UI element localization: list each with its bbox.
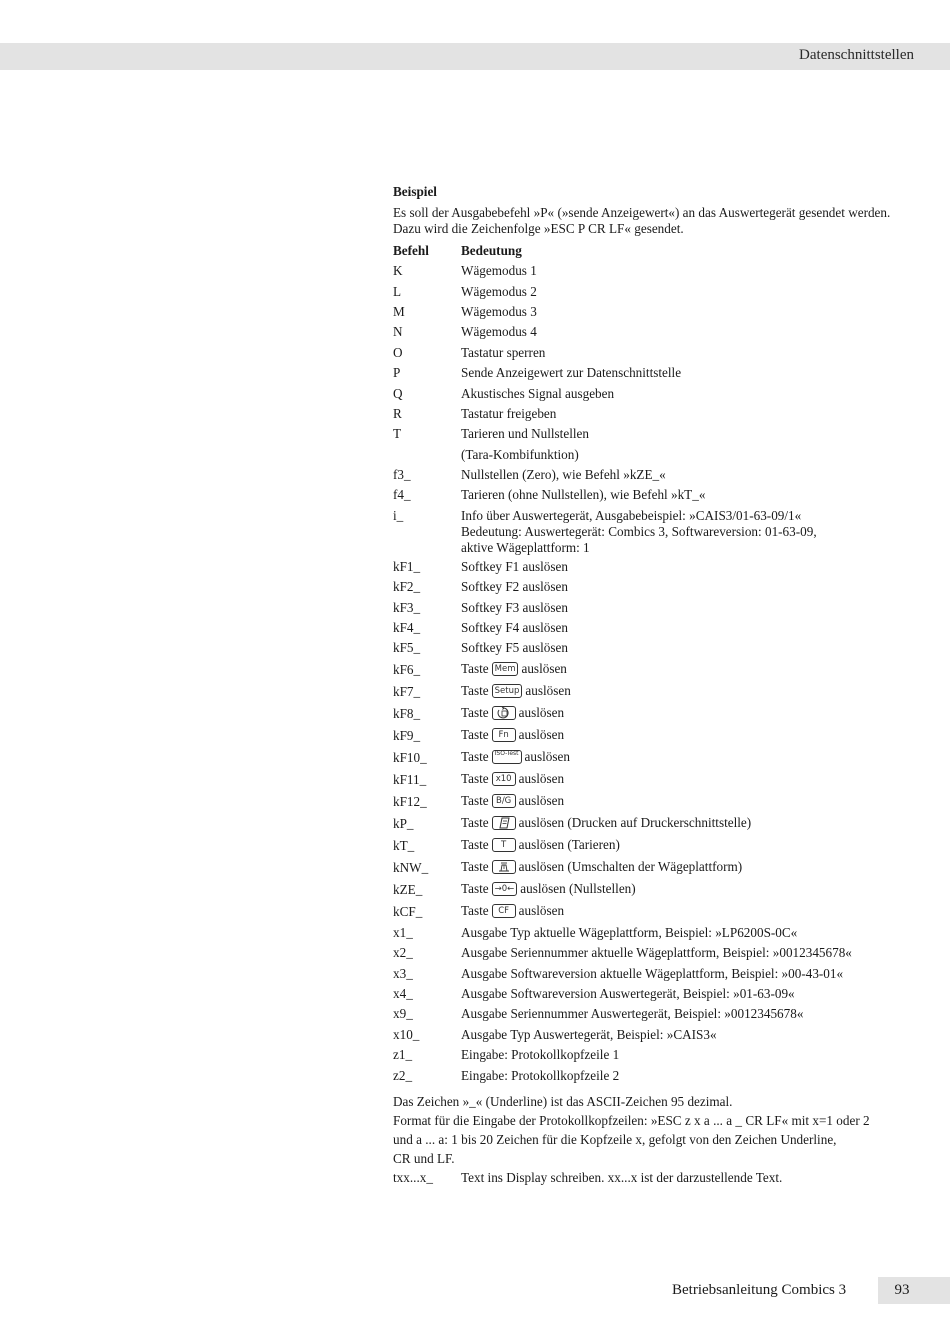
table-row — [393, 322, 913, 342]
command-code: x10_ — [393, 1026, 420, 1042]
command-code: kF8_ — [393, 705, 421, 721]
action-label: auslösen — [518, 727, 565, 743]
command-meaning — [461, 903, 913, 920]
table-row — [393, 424, 913, 444]
command-code: txx...x_ — [393, 1169, 433, 1185]
taste-label: Taste — [461, 881, 489, 897]
table-row — [393, 747, 913, 769]
command-code: z2_ — [393, 1067, 413, 1083]
action-label: auslösen — [524, 749, 570, 765]
format-line: und a ... a: 1 bis 20 Zeichen für die Kopfzeile x, gefolgt von den Zeichen Underline, — [393, 1131, 837, 1147]
table-row — [393, 769, 913, 791]
command-meaning: Softkey F1 auslösen — [461, 558, 568, 574]
taste-label: Taste — [461, 903, 489, 919]
command-meaning: Ausgabe Typ Auswertegerät, Beispiel: »CAIS3« — [461, 1026, 717, 1042]
command-meaning — [461, 683, 913, 700]
action-label: auslösen — [525, 683, 571, 699]
command-code: O — [393, 344, 403, 360]
command-code: kP_ — [393, 815, 414, 831]
command-code: kT_ — [393, 837, 415, 853]
command-meaning — [461, 749, 913, 766]
key-cf-icon: CF — [492, 904, 516, 918]
command-meaning: Wägemodus 2 — [461, 283, 537, 299]
command-meaning: Wägemodus 1 — [461, 263, 537, 279]
command-meaning — [461, 793, 913, 810]
command-code: kF5_ — [393, 640, 421, 656]
key-iso-test-icon: ISO-Test — [492, 750, 522, 764]
taste-label: Taste — [461, 661, 489, 677]
command-code: T — [393, 426, 402, 442]
action-label: auslösen — [518, 771, 565, 787]
command-code: f3_ — [393, 467, 411, 483]
column-header-meaning: Bedeutung — [461, 243, 522, 258]
command-code: P — [393, 365, 401, 381]
action-label: auslösen — [518, 705, 565, 721]
command-code: kZE_ — [393, 881, 423, 897]
format-line: CR und LF. — [393, 1150, 455, 1166]
column-header-command: Befehl — [393, 243, 429, 258]
action-label: auslösen (Nullstellen) — [520, 881, 636, 897]
table-row — [393, 465, 913, 485]
section-title: Datenschnittstellen — [799, 47, 914, 63]
command-code: M — [393, 303, 405, 319]
action-label: auslösen (Tarieren) — [518, 837, 620, 853]
command-meaning: (Tara-Kombifunktion) — [461, 446, 579, 462]
table-row — [393, 506, 913, 557]
command-code: f4_ — [393, 487, 411, 503]
command-code: x3_ — [393, 965, 413, 981]
table-row — [393, 302, 913, 322]
command-code: kF4_ — [393, 620, 421, 636]
table-row — [393, 943, 913, 963]
table-row — [393, 791, 913, 813]
table-row — [393, 963, 913, 983]
table-row — [393, 485, 913, 505]
command-code: x2_ — [393, 945, 413, 961]
taste-label: Taste — [461, 705, 489, 721]
command-meaning: Eingabe: Protokollkopfzeile 2 — [461, 1067, 620, 1083]
example-heading: Beispiel — [393, 184, 437, 199]
command-code: kF2_ — [393, 579, 421, 595]
command-meaning: Tarieren (ohne Nullstellen), wie Befehl »kT_« — [461, 487, 706, 503]
taste-label: Taste — [461, 859, 489, 875]
command-meaning: Nullstellen (Zero), wie Befehl »kZE_« — [461, 467, 666, 483]
manual-title: Betriebsanleitung Combics 3 — [672, 1282, 847, 1298]
table-row — [393, 725, 913, 747]
table-row — [393, 383, 913, 403]
command-meaning: Ausgabe Softwareversion Auswertegerät, Beispiel: »01-63-09« — [461, 986, 795, 1001]
zero-key-icon: →0← — [492, 882, 518, 896]
format-line: Format für die Eingabe der Protokollkopfzeilen: »ESC z x a ... a _ CR LF« mit x=1 oder 2 — [393, 1112, 870, 1128]
table-row — [393, 1025, 913, 1045]
action-label: auslösen — [521, 661, 567, 677]
notes-block — [393, 1092, 913, 1187]
command-meaning: Softkey F3 auslösen — [461, 599, 568, 615]
command-code: N — [393, 324, 403, 340]
command-code: kF10_ — [393, 749, 427, 765]
command-meaning — [461, 771, 913, 788]
command-meaning: Softkey F4 auslösen — [461, 620, 568, 636]
underline-note: Das Zeichen »_« (Underline) ist das ASCII-Zeichen 95 dezimal. — [393, 1093, 733, 1109]
table-row — [393, 597, 913, 617]
command-meaning: Sende Anzeigewert zur Datenschnittstelle — [461, 365, 682, 381]
command-meaning — [461, 508, 913, 556]
table-row — [393, 638, 913, 658]
command-meaning: Tarieren und Nullstellen — [461, 426, 589, 442]
table-row — [393, 857, 913, 879]
command-code: x9_ — [393, 1006, 413, 1022]
header-bar — [0, 43, 950, 70]
table-row — [393, 363, 913, 383]
command-meaning — [461, 727, 913, 744]
table-row — [393, 261, 913, 281]
key-bg-icon: B/G — [492, 794, 516, 808]
command-code: kF11_ — [393, 771, 427, 787]
table-row — [393, 618, 913, 638]
command-meaning: Ausgabe Seriennummer aktuelle Wägeplattform, Beispiel: »0012345678« — [461, 945, 852, 961]
command-meaning: Akustisches Signal ausgeben — [461, 385, 615, 401]
platform-switch-icon — [492, 860, 516, 874]
command-meaning: Tastatur sperren — [461, 344, 546, 360]
command-meaning: Softkey F2 auslösen — [461, 579, 568, 595]
command-meaning — [461, 661, 913, 678]
key-tare-icon: T — [492, 838, 516, 852]
table-row — [393, 1004, 913, 1024]
taste-label: Taste — [461, 793, 489, 809]
action-label: auslösen — [518, 903, 565, 919]
command-table — [393, 261, 913, 1086]
table-row — [393, 445, 913, 465]
table-row — [393, 681, 913, 703]
command-code: kF1_ — [393, 558, 421, 574]
command-code: R — [393, 405, 402, 421]
command-code: kF12_ — [393, 793, 427, 809]
table-row — [393, 703, 913, 725]
command-meaning — [461, 881, 913, 898]
command-code: x4_ — [393, 986, 413, 1001]
command-code: Q — [393, 385, 403, 401]
action-label: auslösen (Drucken auf Druckerschnittstelle) — [518, 815, 752, 831]
command-code: kF3_ — [393, 599, 421, 615]
timer-scale-icon — [492, 706, 516, 720]
table-row — [393, 901, 913, 923]
command-code: K — [393, 263, 403, 279]
meaning-line: aktive Wägeplattform: 1 — [461, 539, 590, 555]
meaning-line: Info über Auswertegerät, Ausgabebeispiel: »CAIS3/01-63-09/1« — [461, 507, 802, 523]
command-code: kF9_ — [393, 727, 421, 743]
table-row — [393, 835, 913, 857]
table-row — [393, 879, 913, 901]
command-meaning — [461, 705, 913, 722]
table-row — [393, 404, 913, 424]
command-code: kF6_ — [393, 661, 421, 677]
command-meaning: Ausgabe Typ aktuelle Wägeplattform, Beispiel: »LP6200S-0C« — [461, 924, 798, 940]
meaning-line: Bedeutung: Auswertegerät: Combics 3, Softwareversion: 01-63-09, — [461, 523, 817, 539]
key-x10-icon: x10 — [492, 772, 516, 786]
table-row — [393, 1045, 913, 1065]
table-row — [393, 1065, 913, 1085]
taste-label: Taste — [461, 837, 489, 853]
action-label: auslösen (Umschalten der Wägeplattform) — [518, 859, 743, 875]
command-code: x1_ — [393, 924, 413, 940]
intro-paragraph: Es soll der Ausgabebefehl »P« (»sende Anzeigewert«) an das Auswertegerät gesendet werden. Dazu wird die Zeichenfolge »ESC P CR LF« gesendet. — [393, 205, 891, 236]
command-meaning — [461, 837, 913, 854]
command-code: z1_ — [393, 1047, 413, 1063]
command-code: L — [393, 283, 402, 299]
command-code: kCF_ — [393, 903, 423, 919]
command-meaning: Tastatur freigeben — [461, 405, 557, 421]
table-row — [393, 984, 913, 1004]
table-row — [393, 813, 913, 835]
page-number: 93 — [894, 1282, 910, 1298]
command-meaning: Ausgabe Seriennummer Auswertegerät, Beispiel: »0012345678« — [461, 1006, 804, 1022]
action-label: auslösen — [518, 793, 565, 809]
table-row — [393, 577, 913, 597]
command-code: kNW_ — [393, 859, 429, 875]
command-meaning: Softkey F5 auslösen — [461, 640, 568, 656]
taste-label: Taste — [461, 683, 489, 699]
table-row — [393, 281, 913, 301]
main-content — [393, 184, 913, 1187]
command-meaning: Wägemodus 4 — [461, 324, 537, 340]
taste-label: Taste — [461, 727, 489, 743]
table-row — [393, 557, 913, 577]
taste-label: Taste — [461, 749, 489, 765]
table-row — [393, 343, 913, 363]
table-row — [393, 659, 913, 681]
print-icon — [492, 816, 516, 830]
command-meaning: Ausgabe Softwareversion aktuelle Wägeplattform, Beispiel: »00-43-01« — [461, 965, 844, 981]
command-meaning — [461, 815, 913, 832]
command-code: i_ — [393, 507, 404, 523]
key-setup-icon: Setup — [492, 684, 523, 698]
command-meaning — [461, 859, 913, 876]
key-fn-icon: Fn — [492, 728, 516, 742]
command-meaning: Wägemodus 3 — [461, 303, 537, 319]
table-row — [393, 923, 913, 943]
key-mem-icon: Mem — [492, 662, 519, 676]
table-header — [393, 241, 913, 261]
command-meaning: Eingabe: Protokollkopfzeile 1 — [461, 1047, 620, 1063]
txx-row — [393, 1168, 913, 1187]
taste-label: Taste — [461, 815, 489, 831]
command-meaning: Text ins Display schreiben. xx...x ist der darzustellende Text. — [461, 1169, 783, 1185]
command-code: kF7_ — [393, 683, 421, 699]
taste-label: Taste — [461, 771, 489, 787]
page-number-box — [878, 1277, 950, 1304]
